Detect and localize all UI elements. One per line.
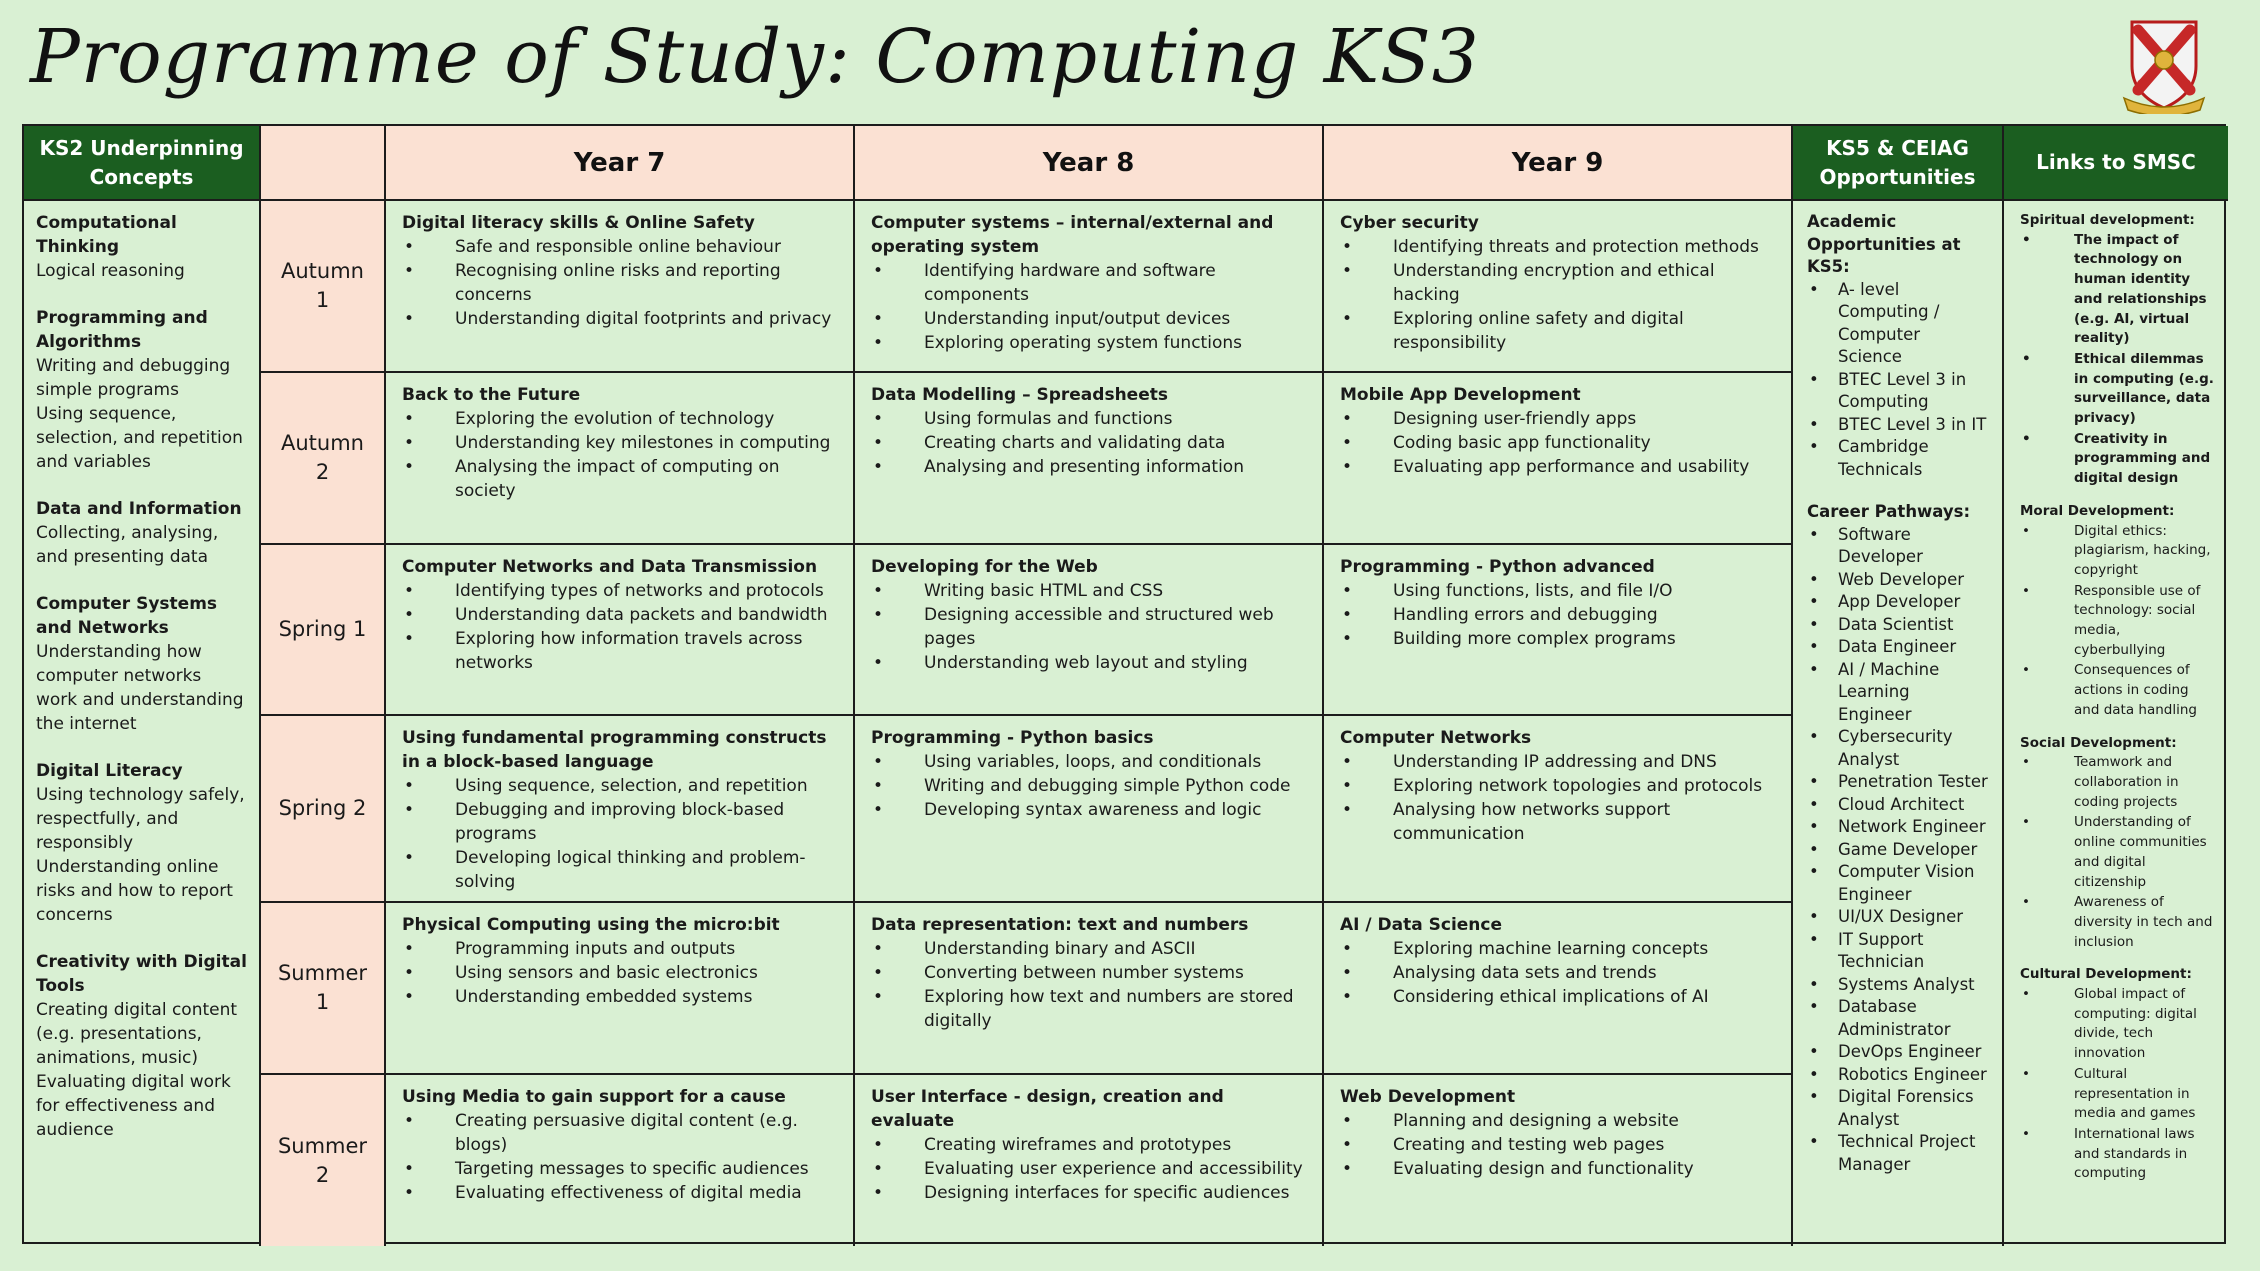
unit-topic: • Designing user-friendly apps (1340, 407, 1777, 431)
unit-topic: • Identifying hardware and software components (871, 259, 1308, 307)
smsc-section-title: Cultural Development: (2020, 966, 2192, 983)
unit-topic: • Identifying threats and protection methods (1340, 235, 1777, 259)
page-title: Programme of Study: Computing KS3 (30, 14, 1480, 100)
ks5-item: • BTEC Level 3 in IT (1807, 414, 1988, 437)
unit-topic: • Developing logical thinking and problem-solving (402, 846, 839, 894)
year7-unit-cell (386, 201, 855, 373)
ks5-section-title: Career Pathways: (1807, 502, 1971, 521)
unit-topic-list (1340, 937, 1777, 1009)
unit-topic: • Designing accessible and structured web pages (871, 603, 1308, 651)
unit-topic: • Using functions, lists, and file I/O (1340, 579, 1777, 603)
ks5-item: • DevOps Engineer (1807, 1041, 1988, 1064)
unit-topic-list (402, 774, 839, 894)
unit-topic: • Developing syntax awareness and logic (871, 798, 1308, 822)
unit-topic: • Understanding data packets and bandwidth (402, 603, 839, 627)
ks5-item: • Cloud Architect (1807, 794, 1988, 817)
unit-topic: • Using sequence, selection, and repetition (402, 774, 839, 798)
unit-topic: • Designing interfaces for specific audiences (871, 1181, 1308, 1205)
year9-unit-cell (1324, 545, 1793, 716)
unit-topic: • Exploring machine learning concepts (1340, 937, 1777, 961)
unit-title: Mobile App Development (1340, 385, 1581, 405)
year7-unit-cell (386, 373, 855, 545)
unit-topic: • Exploring network topologies and protocols (1340, 774, 1777, 798)
term-label: Summer 1 (261, 903, 386, 1075)
ks5-item: • Cybersecurity Analyst (1807, 726, 1988, 771)
ks2-concept-line: Creating digital content (e.g. presentations, animations, music) (36, 1000, 238, 1068)
year7-unit-cell (386, 545, 855, 716)
term-header (261, 126, 386, 201)
year7-header: Year 7 (386, 126, 855, 201)
smsc-links-column (2004, 201, 2228, 1246)
smsc-item: • Awareness of diversity in tech and inclusion (2020, 893, 2214, 952)
ks5-item: • Digital Forensics Analyst (1807, 1086, 1988, 1131)
unit-topic: • Understanding binary and ASCII (871, 937, 1308, 961)
unit-title: User Interface - design, creation and evaluate (871, 1087, 1224, 1131)
year9-unit-cell (1324, 716, 1793, 903)
unit-title: Computer Networks (1340, 728, 1532, 748)
unit-topic: • Exploring operating system functions (871, 331, 1308, 355)
ks5-item: • Systems Analyst (1807, 974, 1988, 997)
ks2-concept-title: Creativity with Digital Tools (36, 952, 247, 996)
unit-topic: • Evaluating user experience and accessibility (871, 1157, 1308, 1181)
unit-topic: • Converting between number systems (871, 961, 1308, 985)
ks2-concept-title: Programming and Algorithms (36, 308, 208, 352)
unit-topic: • Analysing data sets and trends (1340, 961, 1777, 985)
unit-topic: • Creating persuasive digital content (e.g. blogs) (402, 1109, 839, 1157)
unit-title: Back to the Future (402, 385, 581, 405)
ks5-item: • Database Administrator (1807, 996, 1988, 1041)
ks2-concept-title: Data and Information (36, 499, 242, 519)
smsc-item: • Teamwork and collaboration in coding projects (2020, 753, 2214, 812)
unit-topic: • Exploring how information travels across networks (402, 627, 839, 675)
ks5-item: • App Developer (1807, 591, 1988, 614)
unit-title: Digital literacy skills & Online Safety (402, 213, 755, 233)
unit-topic: • Targeting messages to specific audiences (402, 1157, 839, 1181)
unit-topic: • Identifying types of networks and protocols (402, 579, 839, 603)
smsc-item: • Consequences of actions in coding and data handling (2020, 661, 2214, 720)
smsc-list (2020, 231, 2214, 489)
term-label: Spring 1 (261, 545, 386, 716)
smsc-header: Links to SMSC (2004, 126, 2228, 201)
unit-topic-list (402, 579, 839, 675)
unit-topic-list (871, 1133, 1308, 1205)
year9-unit-cell (1324, 201, 1793, 373)
unit-topic: • Evaluating app performance and usability (1340, 455, 1777, 479)
smsc-list (2020, 522, 2214, 721)
unit-topic: • Creating wireframes and prototypes (871, 1133, 1308, 1157)
unit-title: Programming - Python advanced (1340, 557, 1655, 577)
year8-header: Year 8 (855, 126, 1324, 201)
unit-topic: • Analysing the impact of computing on society (402, 455, 839, 503)
ks5-section-title: Academic Opportunities at KS5: (1807, 212, 1961, 276)
unit-title: AI / Data Science (1340, 915, 1503, 935)
year8-unit-cell (855, 1075, 1324, 1246)
ks2-concept-line: Logical reasoning (36, 261, 185, 281)
ks2-header: KS2 Underpinning Concepts (24, 126, 261, 201)
unit-topic-list (1340, 1109, 1777, 1181)
unit-topic: • Exploring how text and numbers are stored digitally (871, 985, 1308, 1033)
unit-topic: • Building more complex programs (1340, 627, 1777, 651)
ks2-concept (36, 592, 247, 736)
ks5-item: • Data Scientist (1807, 614, 1988, 637)
ks5-item: • BTEC Level 3 in Computing (1807, 369, 1988, 414)
school-crest-icon (2118, 14, 2210, 114)
ks2-concept-line: Using sequence, selection, and repetition and variables (36, 404, 243, 472)
unit-title: Programming - Python basics (871, 728, 1154, 748)
unit-topic: • Writing basic HTML and CSS (871, 579, 1308, 603)
ks5-item: • Data Engineer (1807, 636, 1988, 659)
year9-unit-cell (1324, 373, 1793, 545)
ks5-item: • Robotics Engineer (1807, 1064, 1988, 1087)
unit-title: Physical Computing using the micro:bit (402, 915, 780, 935)
unit-topic: • Analysing and presenting information (871, 455, 1308, 479)
unit-topic: • Understanding web layout and styling (871, 651, 1308, 675)
smsc-item: • Cultural representation in media and games (2020, 1065, 2214, 1124)
ks2-concept (36, 759, 247, 927)
unit-topic: • Understanding embedded systems (402, 985, 839, 1009)
unit-topic: • Debugging and improving block-based programs (402, 798, 839, 846)
unit-topic: • Understanding key milestones in computing (402, 431, 839, 455)
ks2-concept-line: Collecting, analysing, and presenting data (36, 523, 219, 567)
year7-unit-cell (386, 1075, 855, 1246)
unit-topic: • Evaluating effectiveness of digital media (402, 1181, 839, 1205)
unit-topic: • Programming inputs and outputs (402, 937, 839, 961)
unit-topic: • Creating and testing web pages (1340, 1133, 1777, 1157)
unit-topic: • Understanding encryption and ethical hacking (1340, 259, 1777, 307)
ks5-item: • AI / Machine Learning Engineer (1807, 659, 1988, 727)
ks2-concept-title: Computational Thinking (36, 213, 177, 257)
unit-title: Data Modelling – Spreadsheets (871, 385, 1168, 405)
unit-topic-list (1340, 750, 1777, 846)
smsc-list (2020, 753, 2214, 952)
programme-table (22, 124, 2226, 1244)
smsc-item: • Digital ethics: plagiarism, hacking, copyright (2020, 522, 2214, 581)
term-label: Summer 2 (261, 1075, 386, 1246)
unit-topic: • Planning and designing a website (1340, 1109, 1777, 1133)
unit-title: Using Media to gain support for a cause (402, 1087, 786, 1107)
unit-topic-list (871, 750, 1308, 822)
smsc-item: • The impact of technology on human identity and relationships (e.g. AI, virtual reality) (2020, 231, 2214, 349)
smsc-item: • Global impact of computing: digital divide, tech innovation (2020, 985, 2214, 1064)
smsc-item: • International laws and standards in computing (2020, 1125, 2214, 1184)
unit-topic: • Creating charts and validating data (871, 431, 1308, 455)
unit-topic-list (1340, 407, 1777, 479)
year7-unit-cell (386, 903, 855, 1075)
unit-topic: • Understanding IP addressing and DNS (1340, 750, 1777, 774)
unit-topic-list (402, 1109, 839, 1205)
ks5-item: • Network Engineer (1807, 816, 1988, 839)
year9-unit-cell (1324, 1075, 1793, 1246)
unit-topic: • Using formulas and functions (871, 407, 1308, 431)
unit-topic-list (402, 235, 839, 331)
unit-topic: • Handling errors and debugging (1340, 603, 1777, 627)
ks5-item: • Computer Vision Engineer (1807, 861, 1988, 906)
ks5-opportunities-column (1793, 201, 2004, 1246)
smsc-list (2020, 985, 2214, 1184)
smsc-item: • Ethical dilemmas in computing (e.g. surveillance, data privacy) (2020, 350, 2214, 429)
smsc-item: • Understanding of online communities and digital citizenship (2020, 813, 2214, 892)
unit-topic-list (1340, 579, 1777, 651)
unit-topic-list (402, 937, 839, 1009)
unit-topic: • Exploring online safety and digital responsibility (1340, 307, 1777, 355)
ks2-concept-line: Understanding how computer networks work and understanding the internet (36, 642, 244, 734)
ks2-concept (36, 950, 247, 1142)
unit-title: Computer Networks and Data Transmission (402, 557, 818, 577)
unit-topic-list (871, 259, 1308, 355)
unit-topic: • Recognising online risks and reporting concerns (402, 259, 839, 307)
unit-topic: • Evaluating design and functionality (1340, 1157, 1777, 1181)
ks5-item: • Penetration Tester (1807, 771, 1988, 794)
ks2-concepts-column (24, 201, 261, 1246)
ks5-item: • Game Developer (1807, 839, 1988, 862)
unit-topic: • Understanding input/output devices (871, 307, 1308, 331)
year8-unit-cell (855, 545, 1324, 716)
smsc-section-title: Social Development: (2020, 734, 2177, 751)
ks5-item: • Technical Project Manager (1807, 1131, 1988, 1176)
ks2-concept (36, 497, 247, 569)
smsc-section-title: Spiritual development: (2020, 212, 2195, 228)
smsc-section-title: Moral Development: (2020, 502, 2175, 519)
ks2-concept-line: Evaluating digital work for effectiveness and audience (36, 1072, 231, 1140)
ks5-item: • Software Developer (1807, 524, 1988, 569)
unit-topic-list (871, 407, 1308, 479)
unit-topic: • Safe and responsible online behaviour (402, 235, 839, 259)
unit-title: Developing for the Web (871, 557, 1098, 577)
ks5-item: • Cambridge Technicals (1807, 436, 1988, 481)
ks5-item: • IT Support Technician (1807, 929, 1988, 974)
unit-topic-list (871, 937, 1308, 1033)
unit-topic: • Using variables, loops, and conditionals (871, 750, 1308, 774)
ks5-list (1807, 279, 1988, 482)
ks2-concept-line: Using technology safely, respectfully, and responsibly (36, 785, 245, 853)
unit-topic-list (1340, 235, 1777, 355)
unit-topic: • Writing and debugging simple Python code (871, 774, 1308, 798)
unit-title: Web Development (1340, 1087, 1516, 1107)
term-label: Spring 2 (261, 716, 386, 903)
ks2-concept (36, 306, 247, 474)
year8-unit-cell (855, 373, 1324, 545)
ks2-concept-line: Understanding online risks and how to report concerns (36, 857, 233, 925)
unit-topic: • Coding basic app functionality (1340, 431, 1777, 455)
term-label: Autumn 2 (261, 373, 386, 545)
unit-topic: • Analysing how networks support communication (1340, 798, 1777, 846)
smsc-item: • Responsible use of technology: social media, cyberbullying (2020, 582, 2214, 661)
year9-unit-cell (1324, 903, 1793, 1075)
unit-title: Computer systems – internal/external and operating system (871, 213, 1274, 257)
ks5-item: • A- level Computing / Computer Science (1807, 279, 1988, 369)
year8-unit-cell (855, 903, 1324, 1075)
ks2-concept-title: Digital Literacy (36, 761, 183, 781)
ks2-concept (36, 211, 247, 283)
unit-topic: • Considering ethical implications of AI (1340, 985, 1777, 1009)
unit-topic: • Exploring the evolution of technology (402, 407, 839, 431)
unit-title: Data representation: text and numbers (871, 915, 1249, 935)
ks5-list (1807, 524, 1988, 1177)
unit-topic: • Understanding digital footprints and privacy (402, 307, 839, 331)
term-label: Autumn 1 (261, 201, 386, 373)
year9-header: Year 9 (1324, 126, 1793, 201)
year7-unit-cell (386, 716, 855, 903)
unit-title: Cyber security (1340, 213, 1479, 233)
year8-unit-cell (855, 716, 1324, 903)
year8-unit-cell (855, 201, 1324, 373)
unit-topic: • Using sensors and basic electronics (402, 961, 839, 985)
ks2-concept-title: Computer Systems and Networks (36, 594, 218, 638)
unit-title: Using fundamental programming constructs in a block-based language (402, 728, 827, 772)
ks5-header: KS5 & CEIAG Opportunities (1793, 126, 2004, 201)
ks5-item: • UI/UX Designer (1807, 906, 1988, 929)
ks2-concept-line: Writing and debugging simple programs (36, 356, 231, 400)
unit-topic-list (871, 579, 1308, 675)
smsc-item: • Creativity in programming and digital design (2020, 430, 2214, 489)
ks5-item: • Web Developer (1807, 569, 1988, 592)
unit-topic-list (402, 407, 839, 503)
